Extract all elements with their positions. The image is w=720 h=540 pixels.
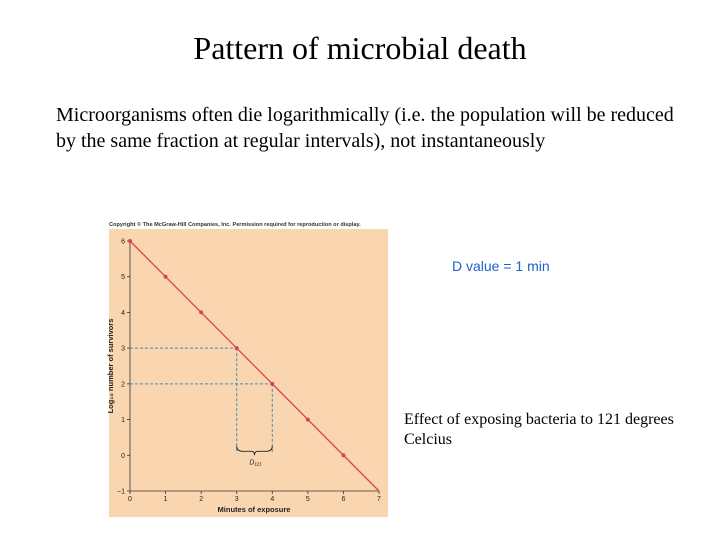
y-tick-label: −1 (117, 488, 125, 496)
y-tick-label: 1 (121, 417, 125, 425)
data-point (341, 453, 345, 457)
data-point (128, 239, 132, 243)
data-point (270, 382, 274, 386)
x-tick-label: 6 (341, 496, 346, 503)
x-tick-label: 4 (270, 496, 275, 503)
figure-background (109, 229, 388, 517)
x-tick-label: 5 (305, 496, 310, 503)
data-point (199, 310, 203, 314)
d-label: D₁₂₁ (249, 459, 262, 467)
data-point (306, 418, 310, 422)
figure-caption: Effect of exposing bacteria to 121 degrees Celcius (404, 411, 674, 448)
x-tick-label: 2 (199, 496, 204, 503)
x-tick-label: 0 (128, 496, 132, 503)
y-tick-label: 5 (121, 274, 125, 282)
y-tick-label: 3 (121, 345, 125, 353)
slide-body-text: Microorganisms often die logarithmically (i.e. the population will be reduced by the same fraction at regular intervals), not instantaneously (56, 104, 674, 152)
d-value-note: D value = 1 min (452, 258, 550, 274)
y-tick-label: 2 (121, 381, 125, 389)
data-point (235, 346, 239, 350)
slide-title: Pattern of microbial death (193, 30, 527, 66)
x-tick-label: 7 (377, 496, 381, 503)
figure-copyright: Copyright © The McGraw-Hill Companies, Inc. Permission required for reproduction or display. (109, 222, 361, 228)
x-tick-label: 1 (163, 496, 168, 503)
y-tick-label: 6 (121, 238, 125, 246)
y-tick-label: 4 (121, 309, 125, 317)
data-point (164, 275, 168, 279)
x-axis-label: Minutes of exposure (217, 505, 291, 514)
y-axis-label: Log₁₀ number of survivors (106, 318, 115, 414)
y-tick-label: 0 (121, 452, 125, 460)
x-tick-label: 3 (234, 496, 239, 503)
